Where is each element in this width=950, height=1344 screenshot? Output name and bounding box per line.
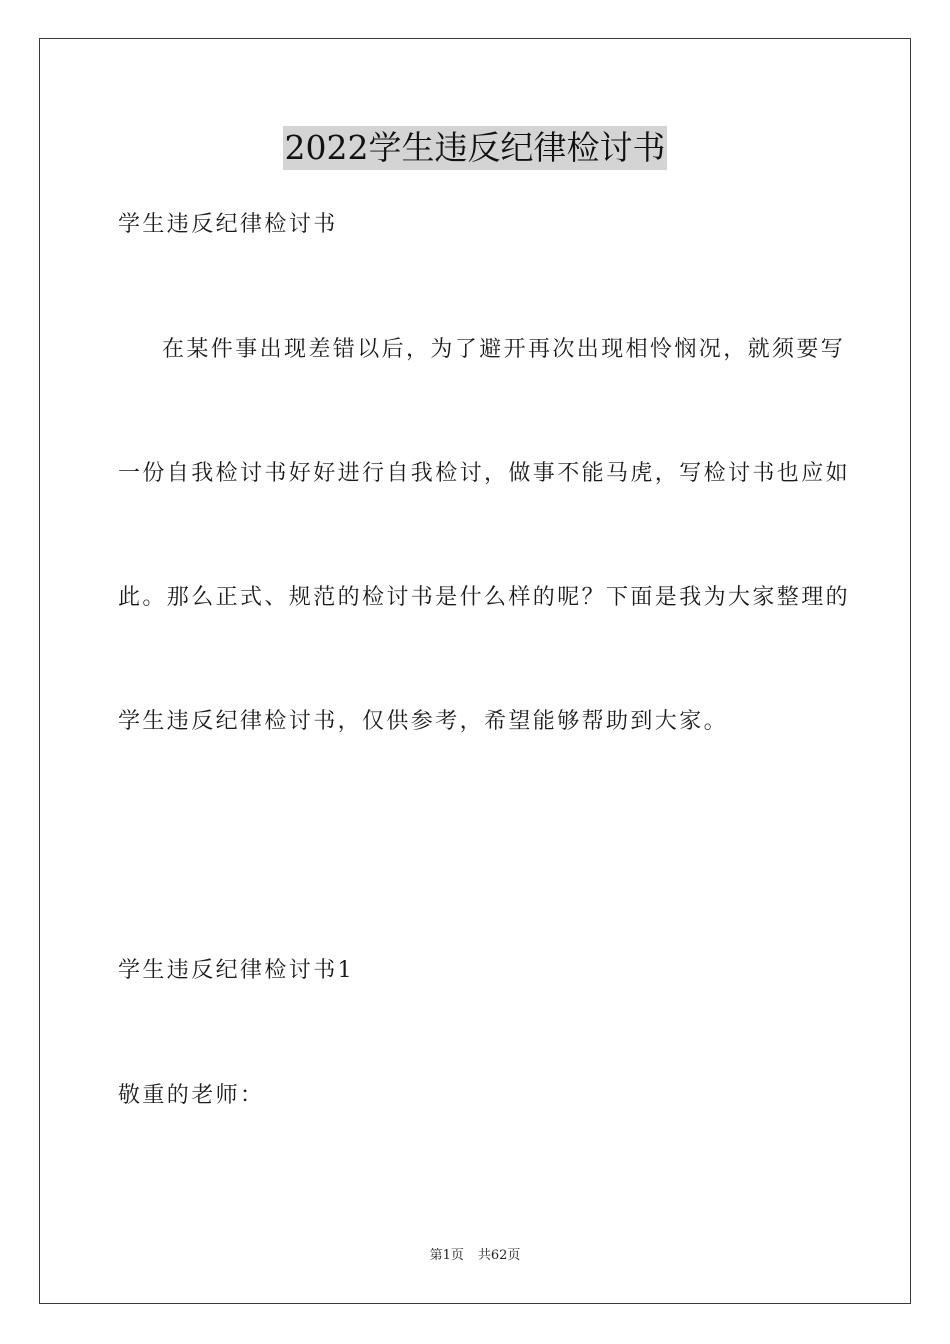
section-heading: 学生违反纪律检讨书1: [118, 958, 354, 983]
page-number: 第1页: [429, 1248, 464, 1263]
page-footer: [0, 1247, 950, 1265]
intro-line-4: 学生违反纪律检讨书，仅供参考，希望能够帮助到大家。: [118, 709, 729, 734]
intro-line-2: 一份自我检讨书好好进行自我检讨，做事不能马虎，写检讨书也应如: [118, 461, 851, 486]
document-subtitle: 学生违反纪律检讨书: [118, 212, 338, 237]
title-container: [0, 126, 950, 170]
salutation: 敬重的老师：: [118, 1083, 265, 1108]
intro-line-1: 在某件事出现差错以后，为了避开再次出现相怜悯况，就须要写: [162, 337, 846, 362]
document-title: 2022学生违反纪律检讨书: [283, 126, 668, 170]
page-total: 共62页: [477, 1248, 521, 1263]
intro-line-3: 此。那么正式、规范的检讨书是什么样的呢？下面是我为大家整理的: [118, 585, 851, 610]
